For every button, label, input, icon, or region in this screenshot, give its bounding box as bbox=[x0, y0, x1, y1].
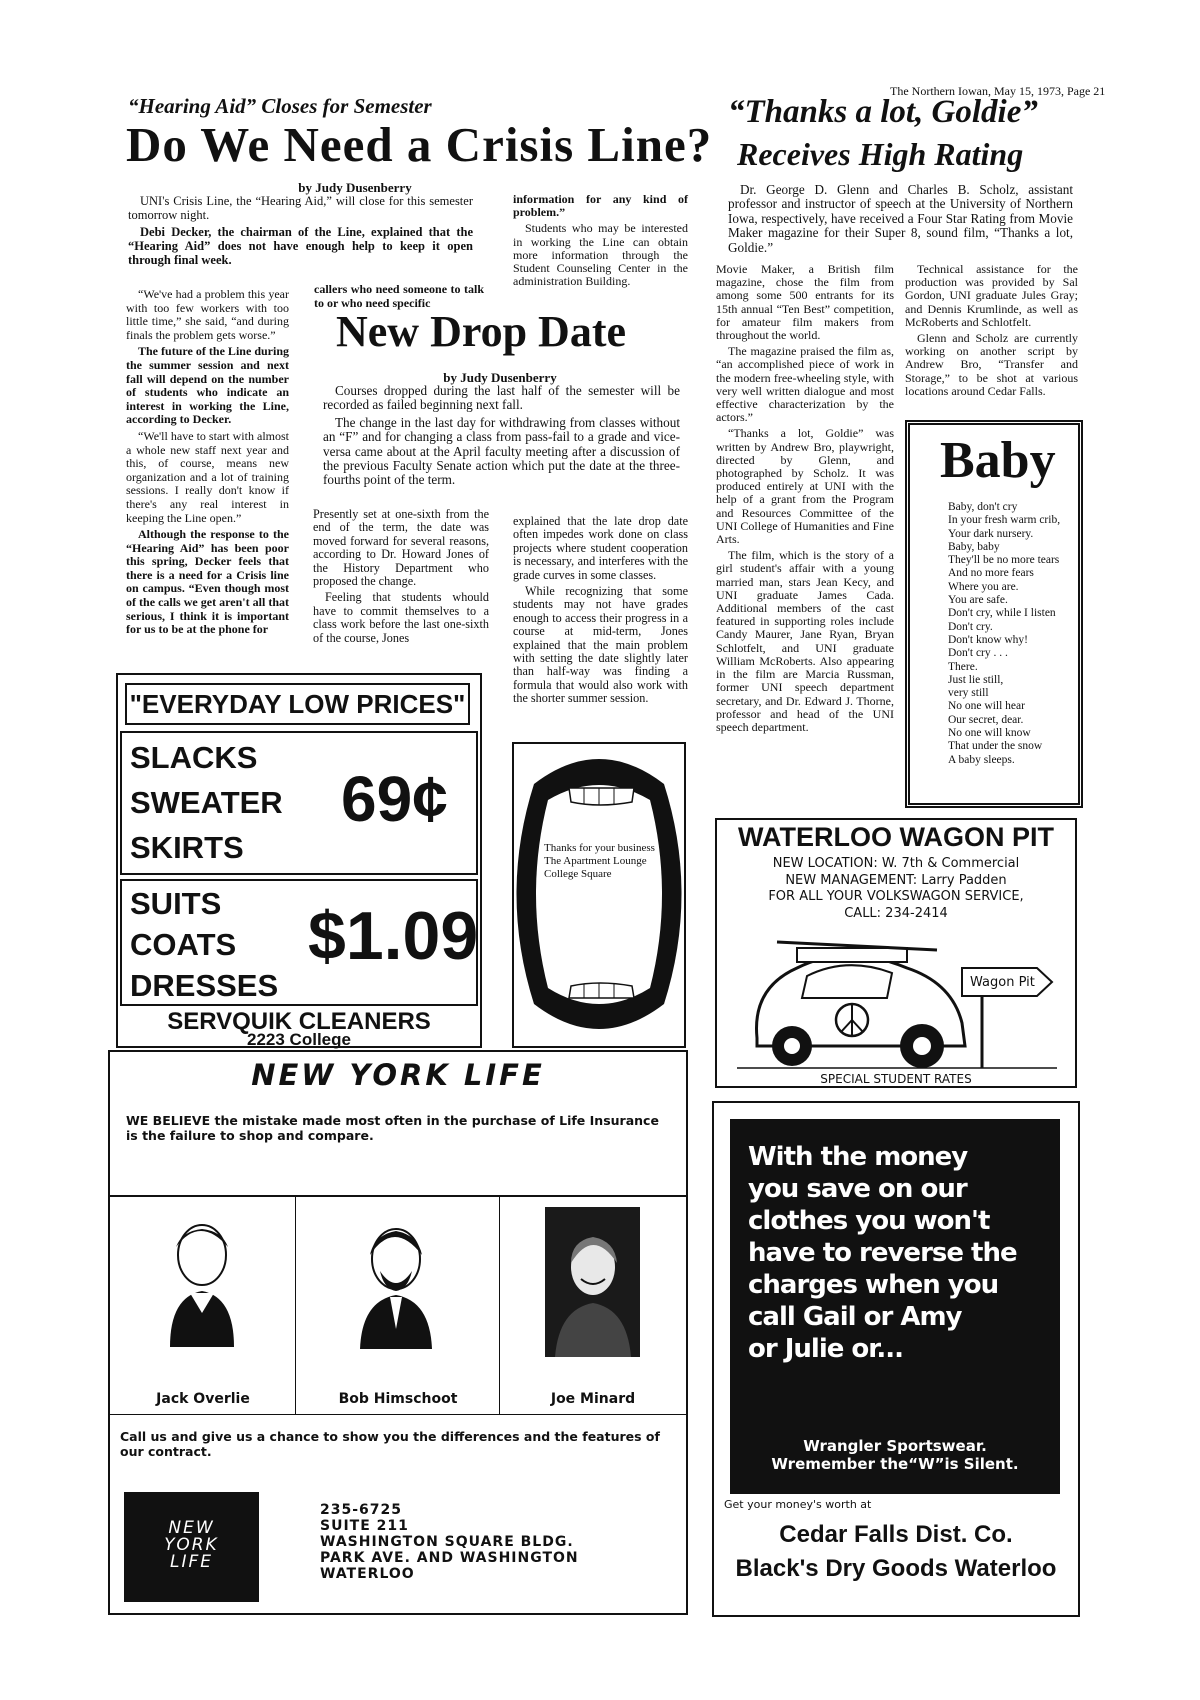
crisis-c1-p4: Although the response to the “Hearing Aid” has been poor this spring, Decker feels that there is a need for a Crisis line on campus. “Even though most of the calls we get aren't all that serious, I think it is important for us to be at the phone for bbox=[126, 527, 289, 637]
wrangler-headline-line: With the money bbox=[748, 1142, 968, 1172]
wrangler-brand-1: Wrangler Sportswear. bbox=[803, 1437, 987, 1455]
wrangler-ad bbox=[712, 1101, 1080, 1617]
servquik-ad bbox=[116, 673, 482, 1048]
poem-line: No one will know bbox=[948, 727, 1031, 740]
crisis-c1-p2: The future of the Line during the summer session and next fall will depend on the number of students who indicate an interest in working the Line, according to Decker. bbox=[126, 344, 289, 427]
drop-c2-p2: While recognizing that some students may not have grades enough to access their progress in a course at mid-term, Jones explained that the main problem with setting the date slightly later than half-way was finding a formula that would also work with the shorter summer session. bbox=[513, 584, 688, 706]
drop-column-1 bbox=[313, 508, 489, 648]
goldie-c2-p2: Glenn and Scholz are currently working on another script by Andrew Bro, “Transfer and Storage,” to be shot at various locations around Cedar Falls. bbox=[905, 331, 1078, 398]
crisis-c3-p1: information for any kind of problem.” bbox=[513, 192, 688, 220]
servquik-items-2 bbox=[130, 883, 278, 1006]
poem-line: Baby, baby bbox=[948, 540, 1000, 553]
drop-c1-p2: Feeling that students whould have to commit themselves to a class work before the last one-sixth of the course, Jones bbox=[313, 590, 489, 645]
wrangler-brand bbox=[730, 1437, 1060, 1473]
servquik-address: 2223 College bbox=[247, 1030, 351, 1049]
agent-photo bbox=[346, 1219, 446, 1349]
wrangler-headline-line: call Gail or Amy bbox=[748, 1302, 962, 1332]
poem-line: Our secret, dear. bbox=[948, 713, 1024, 726]
baby-poem-box bbox=[905, 420, 1083, 808]
crisis-c1-p1: “We've had a problem this year with too few workers with too little time,” she said, “and during finals the problem gets worse.” bbox=[126, 287, 289, 342]
crisis-column-1 bbox=[126, 288, 289, 640]
goldie-c1-p4: The film, which is the story of a girl student's affair with a young married man, stars Jean Kecy, and UNI graduate James Cada. Additional members of the cast featured in supporting roles include Candy Maurer, Jane Ryan, Bryan Schlotfelt, and UNI graduate William McRoberts. Also appearing in the film are Marcia Russman, former UNI speech department secretary, and Dr. Edward J. Thorne, professor and head of the UNI speech department. bbox=[716, 548, 894, 734]
poem-line: And no more fears bbox=[948, 567, 1034, 580]
roof-rack bbox=[797, 948, 907, 962]
poem-line: In your fresh warm crib, bbox=[948, 514, 1061, 527]
drop-lead-p2: The change in the last day for withdrawing from classes without an “F” and for changing a class from pass-fail to a grade and vice-versa came about at the April faculty meeting after a discussion of the previous Faculty Senate action which put the date at the three-fourths point of the term. bbox=[323, 414, 680, 488]
poem-line: That under the snow bbox=[948, 740, 1043, 753]
wagon-sign: Wagon Pit bbox=[970, 975, 1035, 990]
wagon-pit-ad bbox=[715, 818, 1077, 1088]
poem-line: There. bbox=[948, 660, 978, 673]
nyl-intro: WE BELIEVE the mistake made most often in the purchase of Life Insurance is the failure to shop and compare. bbox=[126, 1113, 659, 1143]
wrangler-headline bbox=[748, 1141, 1017, 1365]
goldie-column-2 bbox=[905, 263, 1078, 401]
nyl-logo-line: NEW bbox=[168, 1518, 215, 1538]
nyl-address-line: WASHINGTON SQUARE BLDG. bbox=[320, 1534, 574, 1550]
agent-photo bbox=[150, 1217, 250, 1347]
agent-card bbox=[110, 1197, 296, 1415]
poem-line: They'll be no more tears bbox=[948, 554, 1060, 567]
nyl-address-line: PARK AVE. AND WASHINGTON bbox=[320, 1550, 579, 1566]
nyl-address-line: WATERLOO bbox=[320, 1566, 415, 1582]
servquik-item: SUITS bbox=[130, 886, 222, 921]
poem-line: Your dark nursery. bbox=[948, 527, 1034, 540]
goldie-c2-p1: Technical assistance for the production was provided by Sal Gordon, UNI graduate Jules Gray; and Dennis Krumlinde, as well as McRoberts and Schlotfelt. bbox=[905, 262, 1078, 329]
poem-line: very still bbox=[948, 687, 989, 700]
wrangler-headline-line: charges when you bbox=[748, 1270, 999, 1300]
poem-line: A baby sleeps. bbox=[948, 753, 1015, 766]
goldie-c1-p3: “Thanks a lot, Goldie” was written by Andrew Bro, playwright, directed by Glenn, and photographed by Scholz. It was produced entirely at UNI with the help of a grant from the Program and Resources Committee of the UNI College of Humanities and Fine Arts. bbox=[716, 426, 894, 547]
servquik-item: COATS bbox=[130, 927, 237, 962]
drop-lead-p1: Courses dropped during the last half of the semester will be recorded as failed beginning next fall. bbox=[323, 383, 680, 413]
nyl-address-line: 235-6725 bbox=[320, 1502, 402, 1518]
nyl-cta: Call us and give us a chance to show you the differences and the features of our contract. bbox=[120, 1429, 660, 1459]
goldie-column-1 bbox=[716, 263, 894, 737]
poem-line: You are safe. bbox=[948, 594, 1008, 607]
lower-teeth bbox=[569, 983, 634, 998]
nyl-title: NEW YORK LIFE bbox=[251, 1058, 545, 1092]
servquik-name: SERVQUIK CLEANERS bbox=[167, 1008, 431, 1035]
nyl-agents-row bbox=[110, 1195, 686, 1415]
agent-card bbox=[500, 1197, 686, 1415]
servquik-item: SLACKS bbox=[130, 740, 258, 775]
poem-line: Don't cry. bbox=[948, 620, 993, 633]
drop-c1-p1: Presently set at one-sixth from the end of the term, the date was moved forward for several reasons, according to Dr. Howard Jones of the History Department who proposed the change. bbox=[313, 507, 489, 589]
poem-line: Just lie still, bbox=[948, 673, 1004, 686]
agent-card bbox=[296, 1197, 500, 1415]
lounge-text bbox=[544, 842, 655, 881]
servquik-item: SKIRTS bbox=[130, 830, 244, 865]
agent-name: Bob Himschoot bbox=[338, 1391, 458, 1407]
lounge-line: Thanks for your business bbox=[544, 842, 655, 854]
drop-headline: New Drop Date bbox=[336, 307, 627, 356]
nyl-address bbox=[320, 1502, 579, 1582]
baby-poem-title: Baby bbox=[940, 432, 1056, 489]
nyl-ad bbox=[108, 1050, 688, 1615]
drop-lead bbox=[323, 384, 680, 491]
mouth-inner bbox=[536, 785, 662, 1004]
crisis-lead-p1: UNI's Crisis Line, the “Hearing Aid,” will close for this semester tomorrow night. bbox=[128, 194, 473, 222]
servquik-items-1 bbox=[130, 735, 283, 870]
servquik-banner: "EVERYDAY LOW PRICES" bbox=[125, 683, 470, 725]
servquik-price-2: $1.09 bbox=[308, 898, 479, 974]
poem-line: Don't know why! bbox=[948, 633, 1029, 646]
nyl-logo-line: YORK bbox=[164, 1535, 219, 1555]
mouth-illustration bbox=[514, 744, 684, 1046]
agent-name: Joe Minard bbox=[550, 1391, 636, 1407]
wrangler-store-1: Cedar Falls Dist. Co. bbox=[779, 1521, 1013, 1548]
goldie-headline-1: “Thanks a lot, Goldie” bbox=[728, 94, 1038, 130]
goldie-lead bbox=[728, 183, 1073, 258]
crisis-lead bbox=[128, 194, 473, 270]
drop-column-2 bbox=[513, 515, 688, 709]
nyl-logo-line: LIFE bbox=[169, 1552, 213, 1572]
baby-poem-lines bbox=[948, 501, 1060, 767]
agent-photo bbox=[545, 1207, 640, 1357]
crisis-column-3 bbox=[513, 193, 688, 291]
agent-name: Jack Overlie bbox=[156, 1391, 250, 1407]
wrangler-headline-line: you save on our bbox=[748, 1174, 967, 1204]
wagon-line: NEW MANAGEMENT: Larry Padden bbox=[785, 872, 1007, 888]
upper-teeth bbox=[569, 788, 634, 805]
crisis-c1-p3: “We'll have to start with almost a whole new staff next year and this, of course, means new organization and a lot of training sessions. I really don't know if there's any real interest in keeping the Line open.” bbox=[126, 428, 289, 525]
lounge-line: The Apartment Lounge bbox=[544, 855, 647, 867]
crisis-lead-p2: Debi Decker, the chairman of the Line, explained that the “Hearing Aid” does not have enough help to keep it open through final week. bbox=[128, 225, 473, 267]
servquik-item: SWEATER bbox=[130, 785, 283, 820]
wagon-line: NEW LOCATION: W. 7th & Commercial bbox=[772, 856, 1020, 871]
crisis-c2-p1: callers who need someone to talk to or who need specific bbox=[314, 282, 484, 310]
wrangler-headline-line: have to reverse the bbox=[748, 1238, 1017, 1268]
nyl-logo bbox=[124, 1492, 259, 1602]
nyl-logo-text bbox=[124, 1520, 259, 1571]
servquik-item: DRESSES bbox=[130, 968, 279, 1003]
servquik-price-1: 69¢ bbox=[341, 763, 448, 835]
wagon-line: FOR ALL YOUR VOLKSWAGON SERVICE, bbox=[768, 889, 1024, 904]
wagon-line: CALL: 234-2414 bbox=[844, 905, 948, 921]
poem-line: Where you are. bbox=[948, 580, 1019, 593]
crisis-headline: Do We Need a Crisis Line? bbox=[126, 117, 713, 172]
wagon-footer: SPECIAL STUDENT RATES bbox=[820, 1072, 972, 1086]
poem-line: No one will hear bbox=[948, 700, 1025, 713]
crisis-c3-p2: Students who may be interested in working the Line can obtain more information through the Student Counseling Center in the administration Building. bbox=[513, 221, 688, 289]
drop-byline: by Judy Dusenberry bbox=[443, 370, 557, 385]
poem-line: Don't cry, while I listen bbox=[948, 607, 1056, 620]
drop-c2-p1: explained that the late drop date often impedes work done on class projects where student cooperation is necessary, and interferes with the grade curves in some classes. bbox=[513, 514, 688, 582]
nyl-address-line: SUITE 211 bbox=[320, 1518, 409, 1534]
wrangler-headline-line: or Julie or... bbox=[748, 1334, 904, 1364]
crisis-kicker: “Hearing Aid” Closes for Semester bbox=[128, 94, 432, 118]
wrangler-headline-line: clothes you won't bbox=[748, 1206, 990, 1236]
goldie-c1-p2: The magazine praised the film as, “an accomplished piece of work in the modern free-wheeling style, with very well written dialogue and most effective characterization by the actors.” bbox=[716, 344, 894, 425]
wrangler-black-panel bbox=[730, 1119, 1060, 1494]
wrangler-store-2: Black's Dry Goods Waterloo bbox=[735, 1555, 1057, 1582]
folio: The Northern Iowan, May 15, 1973, Page 21 bbox=[890, 84, 1106, 98]
lounge-line: College Square bbox=[544, 868, 612, 880]
lounge-ad bbox=[512, 742, 686, 1048]
wrangler-brand-2: Wremember the“W”is Silent. bbox=[771, 1455, 1019, 1473]
poem-line: Baby, don't cry bbox=[948, 501, 1018, 513]
wrangler-small: Get your money's worth at bbox=[724, 1498, 872, 1511]
poem-line: Don't cry . . . bbox=[948, 647, 1008, 660]
goldie-c1-p1: Movie Maker, a British film magazine, chose the film from among some 500 entrants for its 15th annual “Ten Best” competition, for amateur film makers from throughout the world. bbox=[716, 262, 894, 343]
wagon-title: WATERLOO WAGON PIT bbox=[738, 822, 1054, 852]
goldie-headline-2: Receives High Rating bbox=[737, 136, 1024, 172]
goldie-lead-p: Dr. George D. Glenn and Charles B. Scholz, assistant professor and instructor of speech at the University of Northern Iowa, respectively, have received a Four Star Rating from Movie Maker magazine for their Super 8, sound film, “Thanks a lot, Goldie.” bbox=[728, 182, 1073, 255]
wagon-text bbox=[717, 856, 1075, 922]
vw-beetle-illustration bbox=[737, 928, 1057, 1073]
crisis-byline: by Judy Dusenberry bbox=[298, 180, 412, 195]
